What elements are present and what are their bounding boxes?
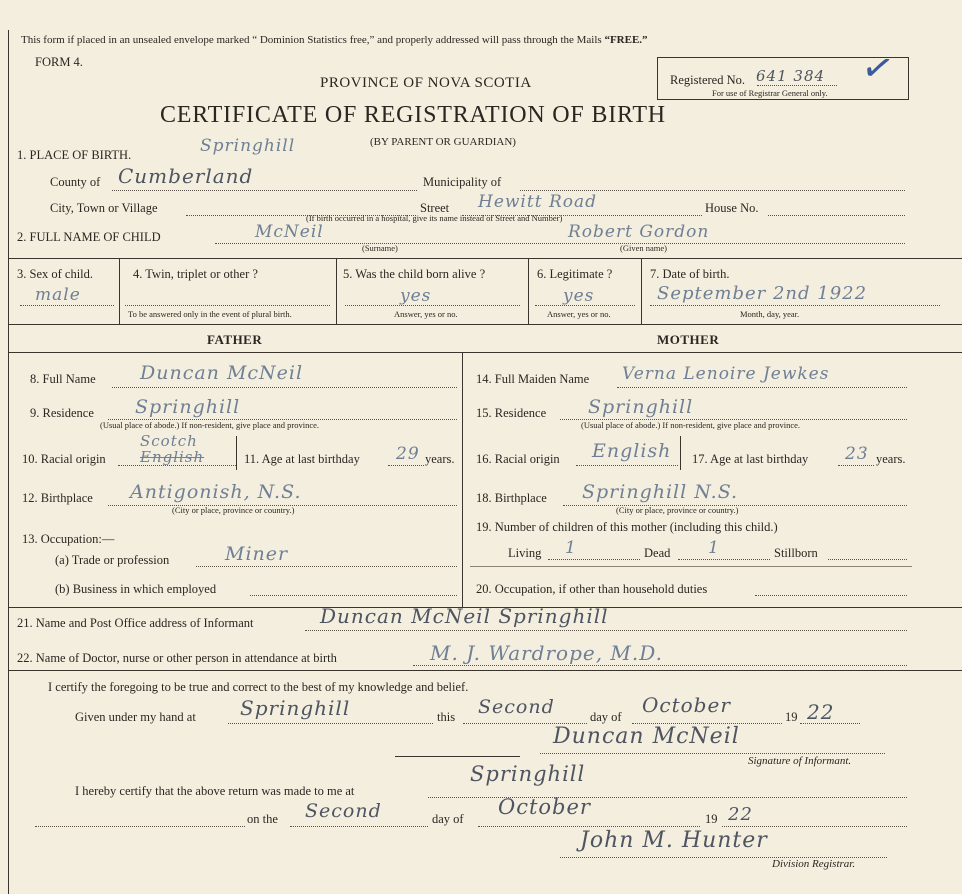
reg-year-value: 22: [728, 804, 753, 825]
mother-racial-label: 16. Racial origin: [476, 452, 560, 466]
mother-age-value: 23: [845, 444, 869, 464]
sex-value: male: [35, 285, 81, 305]
reg-day-of-label: day of: [432, 812, 464, 826]
mother-birthplace-note: (City or place, province or country.): [616, 505, 739, 515]
signature-informant-label: Signature of Informant.: [748, 755, 852, 767]
given-day-of-label: day of: [590, 710, 622, 724]
father-age-years: years.: [425, 452, 455, 466]
informant-signature: Duncan McNeil: [553, 724, 740, 749]
given-this-label: this: [437, 710, 456, 724]
house-no-label: House No.: [705, 201, 759, 215]
mother-birthplace-label: 18. Birthplace: [476, 491, 547, 505]
trade-value: Miner: [225, 543, 289, 565]
dead-value: 1: [708, 538, 720, 558]
living-value: 1: [565, 538, 577, 558]
business-label: (b) Business in which employed: [55, 582, 217, 596]
father-name-label: 8. Full Name: [30, 372, 96, 386]
municipality-label: Municipality of: [423, 175, 502, 189]
check-mark-icon: ✓: [857, 43, 899, 93]
city-label: City, Town or Village: [50, 201, 158, 215]
father-racial-struck: English: [140, 448, 205, 466]
legitimate-note: Answer, yes or no.: [547, 309, 611, 319]
mother-name-value: Verna Lenoire Jewkes: [622, 364, 830, 384]
father-residence-value: Springhill: [135, 396, 241, 418]
mother-heading: MOTHER: [657, 332, 720, 347]
father-name-value: Duncan McNeil: [140, 362, 304, 384]
father-racial-value: Scotch: [140, 432, 198, 450]
given-year-prefix: 19: [785, 710, 798, 724]
given-under-label: Given under my hand at: [75, 710, 196, 724]
born-alive-label: 5. Was the child born alive ?: [343, 267, 486, 281]
reg-place-value: Springhill: [470, 762, 586, 786]
children-count-label: 19. Number of children of this mother (including this child.): [476, 520, 778, 534]
registrar-signature: John M. Hunter: [580, 828, 768, 853]
father-birthplace-note: (City or place, province or country.): [172, 505, 295, 515]
child-surname: McNeil: [255, 222, 324, 242]
left-border: [8, 30, 9, 894]
free-label: “FREE.”: [604, 34, 648, 46]
twin-label: 4. Twin, triplet or other ?: [133, 267, 258, 281]
given-place-value: Springhill: [240, 696, 351, 720]
given-name-note: (Given name): [620, 243, 667, 253]
form-number: FORM 4.: [35, 55, 83, 69]
born-alive-note: Answer, yes or no.: [394, 309, 458, 319]
certify-statement: I certify the foregoing to be true and correct to the best of my knowledge and belief.: [48, 680, 469, 694]
date-birth-value: September 2nd 1922: [657, 283, 868, 304]
given-month-value: October: [642, 693, 731, 717]
postal-notice-text: This form if placed in an unsealed envelope marked “ Dominion Statistics free,” and properly addressed will pass through the Mails: [21, 34, 602, 46]
doctor-label: 22. Name of Doctor, nurse or other person in attendance at birth: [17, 651, 337, 665]
doctor-value: M. J. Wardrope, M.D.: [430, 641, 663, 665]
mother-name-label: 14. Full Maiden Name: [476, 372, 590, 386]
child-given-name: Robert Gordon: [568, 222, 710, 242]
mother-age-years: years.: [876, 452, 906, 466]
hereby-certify-label: I hereby certify that the above return was made to me at: [75, 784, 355, 798]
father-age-label: 11. Age at last birthday: [244, 452, 360, 466]
street-label: Street: [420, 201, 450, 215]
mother-age-label: 17. Age at last birthday: [692, 452, 809, 466]
reg-year-prefix: 19: [705, 812, 718, 826]
place-of-birth-value: Springhill: [200, 136, 296, 156]
father-heading: FATHER: [207, 332, 263, 347]
page-title: CERTIFICATE OF REGISTRATION OF BIRTH: [160, 102, 666, 128]
date-birth-note: Month, day, year.: [740, 309, 800, 319]
trade-label: (a) Trade or profession: [55, 553, 170, 567]
given-day-value: Second: [478, 696, 555, 718]
mother-occupation-label: 20. Occupation, if other than household duties: [476, 582, 708, 596]
sex-label: 3. Sex of child.: [17, 267, 94, 281]
legitimate-value: yes: [563, 286, 595, 306]
father-residence-label: 9. Residence: [30, 406, 94, 420]
informant-value: Duncan McNeil Springhill: [320, 604, 609, 628]
mother-residence-value: Springhill: [588, 396, 694, 418]
legitimate-label: 6. Legitimate ?: [537, 267, 613, 281]
subtitle: (BY PARENT OR GUARDIAN): [370, 136, 516, 148]
county-label: County of: [50, 175, 101, 189]
street-value: Hewitt Road: [478, 192, 597, 212]
place-of-birth-label: 1. PLACE OF BIRTH.: [17, 148, 132, 162]
registered-label: Registered No.: [670, 73, 745, 87]
province-heading: PROVINCE OF NOVA SCOTIA: [320, 75, 532, 91]
father-age-value: 29: [396, 444, 420, 464]
living-label: Living: [508, 546, 542, 560]
postal-notice: [21, 34, 648, 46]
mother-residence-label: 15. Residence: [476, 406, 547, 420]
reg-day-value: Second: [305, 800, 382, 822]
twin-note: To be answered only in the event of plural birth.: [128, 309, 292, 319]
child-name-label: 2. FULL NAME OF CHILD: [17, 230, 161, 244]
hospital-note: (If birth occurred in a hospital, give its name instead of Street and Number): [306, 213, 563, 223]
registered-number: 641 384: [756, 67, 826, 85]
registrar-use-note: For use of Registrar General only.: [712, 88, 828, 98]
on-the-label: on the: [247, 812, 278, 826]
born-alive-value: yes: [400, 286, 432, 306]
father-racial-label: 10. Racial origin: [22, 452, 106, 466]
father-birthplace-label: 12. Birthplace: [22, 491, 93, 505]
stillborn-label: Stillborn: [774, 546, 818, 560]
given-year-value: 22: [807, 700, 835, 724]
mother-racial-value: English: [592, 440, 672, 462]
mother-residence-note: (Usual place of abode.) If non-resident, give place and province.: [581, 420, 801, 430]
date-birth-label: 7. Date of birth.: [650, 267, 730, 281]
father-residence-note: (Usual place of abode.) If non-resident, give place and province.: [100, 420, 320, 430]
informant-label: 21. Name and Post Office address of Informant: [17, 616, 254, 630]
occupation-label: 13. Occupation:—: [22, 532, 115, 546]
reg-month-value: October: [498, 795, 591, 819]
father-birthplace-value: Antigonish, N.S.: [130, 481, 302, 503]
mother-birthplace-value: Springhill N.S.: [582, 481, 739, 503]
county-value: Cumberland: [118, 164, 254, 188]
dead-label: Dead: [644, 546, 671, 560]
division-registrar-label: Division Registrar.: [772, 858, 856, 870]
surname-note: (Surname): [362, 243, 398, 253]
